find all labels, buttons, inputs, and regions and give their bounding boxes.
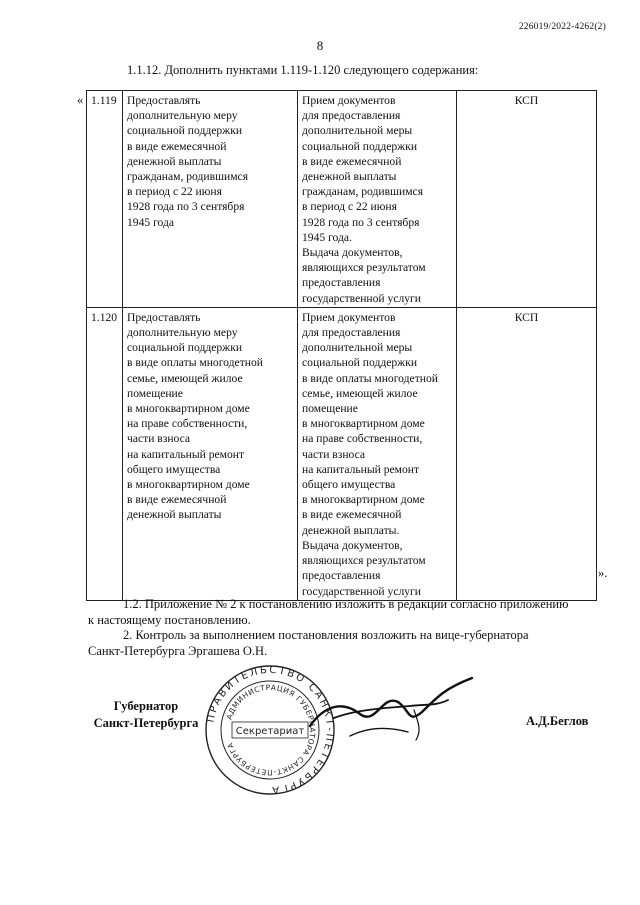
table-row (87, 91, 597, 308)
document-id: 226019/2022-4262(2) (518, 22, 606, 32)
paragraph-line: 1.2. Приложение № 2 к постановлению изложить в редакции согласно приложению (123, 597, 569, 611)
seal-outer-text: ПРАВИТЕЛЬСТВО САНКТ-ПЕТЕРБУРГА (205, 664, 336, 796)
signatory-title-line: Губернатор (113, 699, 179, 713)
signatory-title-line: Санкт-Петербурга (93, 716, 199, 730)
paragraph-line: к настоящему постановлению. (88, 612, 251, 627)
row-number: 1.119 (87, 91, 123, 308)
row-organization: КСП (457, 307, 597, 600)
paragraph-line: Санкт-Петербурга Эргашева О.Н. (88, 643, 268, 658)
amendment-table (86, 90, 597, 601)
intro-text: 1.1.12. Дополнить пунктами 1.119-1.120 следующего содержания: (127, 63, 479, 77)
handwritten-signature (290, 666, 480, 746)
signatory-title (86, 698, 206, 732)
seal-inner-text: АДМИНИСТРАЦИЯ ГУБЕРНАТОРА САНКТ-ПЕТЕРБУРГА (224, 682, 318, 778)
seal-center-text: Секретариат (235, 726, 305, 737)
table-row (87, 307, 597, 600)
paragraph-1-2 (88, 597, 596, 628)
signatory-name: А.Д.Беглов (526, 714, 589, 728)
row-documents: Прием документов для предоставления дополнительной меры социальной поддержки в виде ежемесячной денежной выплаты гражданам, родившимся в период с 22 июня 1928 года по 3 сентября 1945 года. Выдача документов, являющихся результатом предоставления государственной услуги (298, 91, 457, 308)
row-measure: Предоставлять дополнительную меру социальной поддержки в виде оплаты многодетной семье, имеющей жилое помещение в многоквартирном доме на праве собственности, части взноса на капитальный ремонт общего имущества в многоквартирном доме в виде ежемесячной денежной выплаты (123, 307, 298, 600)
row-number: 1.120 (87, 307, 123, 600)
paragraph-line: 2. Контроль за выполнением постановления возложить на вице-губернатора (123, 628, 529, 642)
quote-open: « (77, 93, 84, 107)
row-documents: Прием документов для предоставления дополнительной меры социальной поддержки в виде оплаты многодетной семье, имеющей жилое помещение в многоквартирном доме на праве собственности, части взноса на капитальный ремонт общего имущества в многоквартирном доме в виде ежемесячной денежной выплаты. Выдача документов, являющихся результатом предоставления государственной услуги (298, 307, 457, 600)
paragraph-2 (88, 628, 596, 659)
quote-close: ». (598, 566, 608, 580)
row-measure: Предоставлять дополнительную меру социальной поддержки в виде ежемесячной денежной выплаты гражданам, родившимся в период с 22 июня 1928 года по 3 сентября 1945 года (123, 91, 298, 308)
page-number: 8 (316, 38, 324, 53)
row-organization: КСП (457, 91, 597, 308)
